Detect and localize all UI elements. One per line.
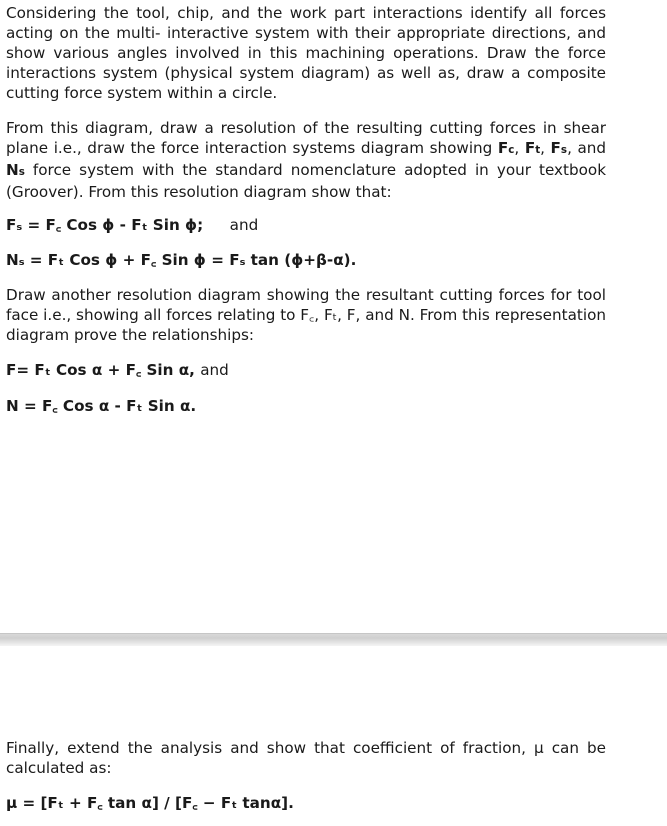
paragraph-resolution-shear-plane: From this diagram, draw a resolution of the resulting cutting forces in shear plane i.e., draw the force interaction systems diagram showing Fc, Ft, Fs, and Ns force system with the standard nomenclature adopted in your textbook (Groover). From this resolution diagram show that: [6,119,607,201]
paragraph-text: force system with the standard nomenclature adopted in your textbook (Groover). From this resolution diagram show that: [6,161,606,201]
term-fc: Fc [497,139,515,157]
equation-n: N = F꜀ Cos α - Fₜ Sin α. [6,397,197,415]
equation-mu: μ = [Fₜ + F꜀ tan α] / [F꜀ − Fₜ tanα]. [6,794,294,812]
term-ft: Ft [524,139,541,157]
paragraph-tool-face: Draw another resolution diagram showing the resultant cutting forces for tool face i.e., showing all forces relating to F꜀, Fₜ, F, and N. From this representation diagram prove the relationships: [6,286,606,344]
paragraph-forces-intro: Considering the tool, chip, and the work part interactions identify all forces acting on the multi- interactive system with their appropriate directions, and show various angles involved in this machining operations. Draw the force interactions system (physical system diagram) as well as, draw a composite cutting force system within a circle. [6,4,606,102]
equation-f: F= Fₜ Cos α + F꜀ Sin α, and [6,361,229,379]
paragraph-text: From this diagram, draw a resolution of the resulting cutting forces in shear plane i.e., draw the force interaction systems diagram showing [6,119,606,157]
equation-fs: Fₛ = F꜀ Cos ϕ - Fₜ Sin ϕ; and [6,216,259,234]
document-page-2 [0,738,667,813]
page-separator [0,633,667,646]
paragraph-friction: Finally, extend the analysis and show that coefficient of fraction, μ can be calculated as: [6,739,606,777]
equation-ns: Nₛ = Fₜ Cos ϕ + F꜀ Sin ϕ = Fₛ tan (ϕ+β-α). [6,251,357,269]
term-ns: Ns [6,161,25,179]
term-fs: Fs [550,139,568,157]
